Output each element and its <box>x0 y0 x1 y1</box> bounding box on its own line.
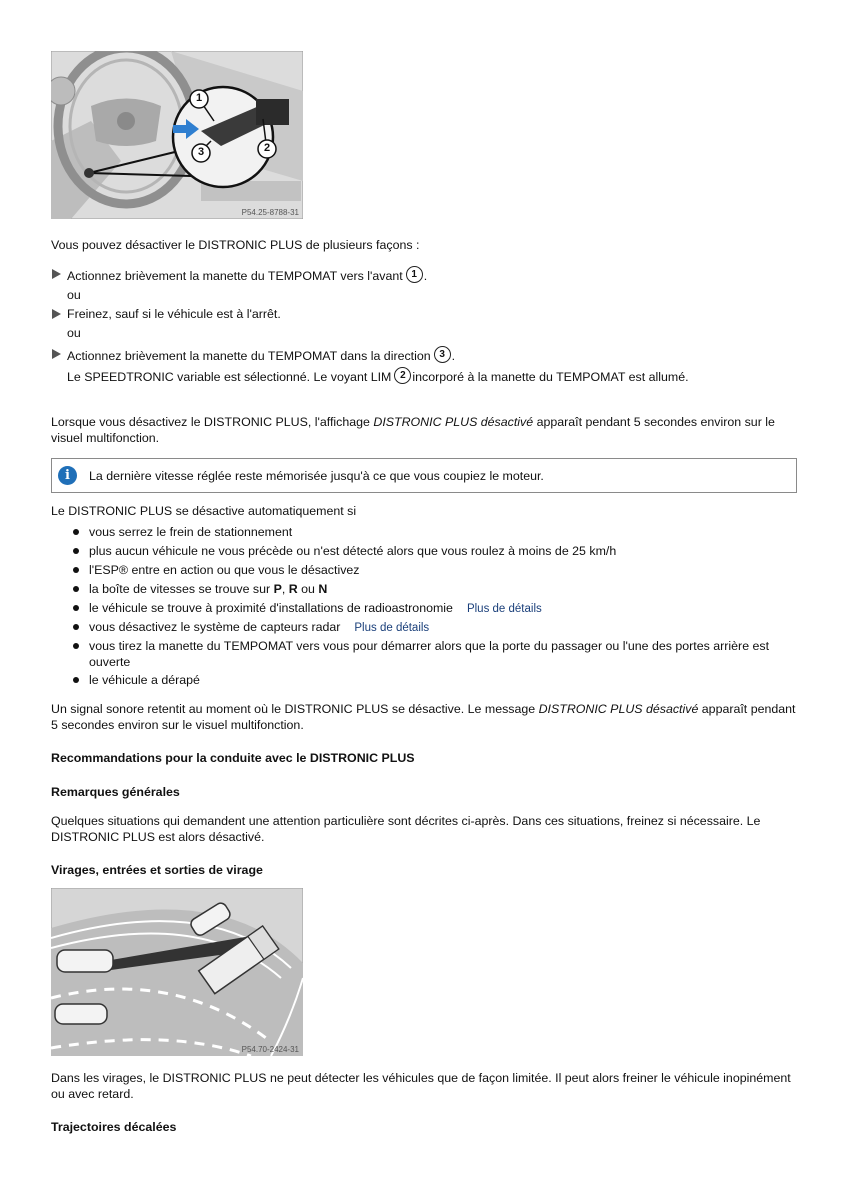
heading-offset-trajectories: Trajectoires décalées <box>51 1120 177 1134</box>
para1-after: apparaît pendant 5 secondes environ sur le visuel multifonction. <box>51 415 775 445</box>
para2-after: apparaît pendant 5 secondes environ sur le visuel multifonction. <box>51 702 796 732</box>
bullet-dot <box>73 548 79 554</box>
paragraph-bends: Dans les virages, le DISTRONIC PLUS ne peut détecter les véhicules que de façon limitée. Il peut alors freiner le véhicule inopinément ou avec retard. <box>51 1071 791 1101</box>
step-arrow-icon <box>52 349 61 359</box>
step-3-end: . <box>451 349 456 363</box>
auto-deactivation-intro: Le DISTRONIC PLUS se désactive automatiquement si <box>51 504 357 518</box>
circled-number-3: 3 <box>434 346 451 363</box>
step-note <box>67 367 689 385</box>
step-1 <box>67 266 427 284</box>
step-arrow-icon <box>52 309 61 319</box>
bullet-item-continuation: ouverte <box>89 655 131 669</box>
step-1-text: Actionnez brièvement la manette du TEMPOMAT vers l'avant <box>67 269 403 283</box>
callout-2: 2 <box>263 142 271 154</box>
figure-curve-traffic <box>51 888 303 1056</box>
bullet-item: plus aucun véhicule ne vous précède ou n'est détecté alors que vous roulez à moins de 25 km/h <box>89 544 617 558</box>
figure-tempomat-lever <box>51 51 303 219</box>
gear-sep: ou <box>297 582 319 596</box>
paragraph-warning-signal <box>51 701 796 733</box>
gear-p: P <box>273 582 282 596</box>
figure-code: P54.70-2424-31 <box>241 1045 299 1054</box>
bullet-dot <box>73 677 79 683</box>
details-link[interactable]: Plus de détails <box>354 622 430 634</box>
step-arrow-icon <box>52 269 61 279</box>
bullet-dot <box>73 529 79 535</box>
paragraph-display-message <box>51 414 796 446</box>
bullet-item-radioastronomy <box>89 600 542 617</box>
connector-ou: ou <box>67 326 81 340</box>
callout-3: 3 <box>197 146 205 158</box>
bullet-item: l'ESP® entre en action ou que vous le désactivez <box>89 563 360 577</box>
para1-before: Lorsque vous désactivez le DISTRONIC PLUS, l'affichage <box>51 415 374 429</box>
bullet-dot <box>73 624 79 630</box>
info-box <box>51 458 797 493</box>
circled-number-1: 1 <box>406 266 423 283</box>
para2-before: Un signal sonore retentit au moment où le DISTRONIC PLUS se désactive. Le message <box>51 702 539 716</box>
bullet-dot <box>73 586 79 592</box>
heading-general-remarks: Remarques générales <box>51 785 180 799</box>
info-text: La dernière vitesse réglée reste mémorisée jusqu'à ce que vous coupiez le moteur. <box>89 469 544 483</box>
circled-number-2: 2 <box>394 367 411 384</box>
bullet-dot <box>73 567 79 573</box>
bullet-item: vous serrez le frein de stationnement <box>89 525 293 539</box>
step-2-text: Freinez, sauf si le véhicule est à l'arrêt. <box>67 307 281 321</box>
bullet-item-radar <box>89 619 429 636</box>
para2-italic: DISTRONIC PLUS désactivé <box>538 702 699 716</box>
step-note-after: incorporé à la manette du TEMPOMAT est allumé. <box>412 370 689 384</box>
heading-bends: Virages, entrées et sorties de virage <box>51 863 263 877</box>
step-3-text: Actionnez brièvement la manette du TEMPOMAT dans la direction <box>67 349 431 363</box>
para1-italic: DISTRONIC PLUS désactivé <box>373 415 534 429</box>
gear-r: R <box>288 582 298 596</box>
step-3 <box>67 346 455 364</box>
info-icon: i <box>58 466 77 485</box>
bullet-gear-text: la boîte de vitesses se trouve sur <box>89 582 274 596</box>
heading-recommendations: Recommandations pour la conduite avec le DISTRONIC PLUS <box>51 751 415 765</box>
bullet-item: le véhicule a dérapé <box>89 673 200 687</box>
bullet-radio-text: le véhicule se trouve à proximité d'installations de radioastronomie <box>89 601 453 615</box>
gear-sep: , <box>281 582 289 596</box>
details-link[interactable]: Plus de détails <box>466 603 542 615</box>
paragraph-situations: Quelques situations qui demandent une attention particulière sont décrites ci-après. Dans ces situations, freinez si nécessaire. Le DISTRONIC PLUS est alors désactivé. <box>51 814 761 844</box>
connector-ou: ou <box>67 288 81 302</box>
bullet-item-gear-positions <box>89 581 327 597</box>
figure-code: P54.25-8788-31 <box>241 208 299 217</box>
callout-1: 1 <box>195 92 203 104</box>
step-note-before: Le SPEEDTRONIC variable est sélectionné. Le voyant LIM <box>67 370 392 384</box>
gear-n: N <box>318 582 328 596</box>
step-1-end: . <box>423 269 428 283</box>
bullet-item: vous tirez la manette du TEMPOMAT vers vous pour démarrer alors que la porte du passager ou l'une des portes arrière est <box>89 639 770 653</box>
bullet-dot <box>73 643 79 649</box>
bullet-radar-text: vous désactivez le système de capteurs radar <box>89 620 341 634</box>
intro-text: Vous pouvez désactiver le DISTRONIC PLUS de plusieurs façons : <box>51 238 420 252</box>
bullet-dot <box>73 605 79 611</box>
